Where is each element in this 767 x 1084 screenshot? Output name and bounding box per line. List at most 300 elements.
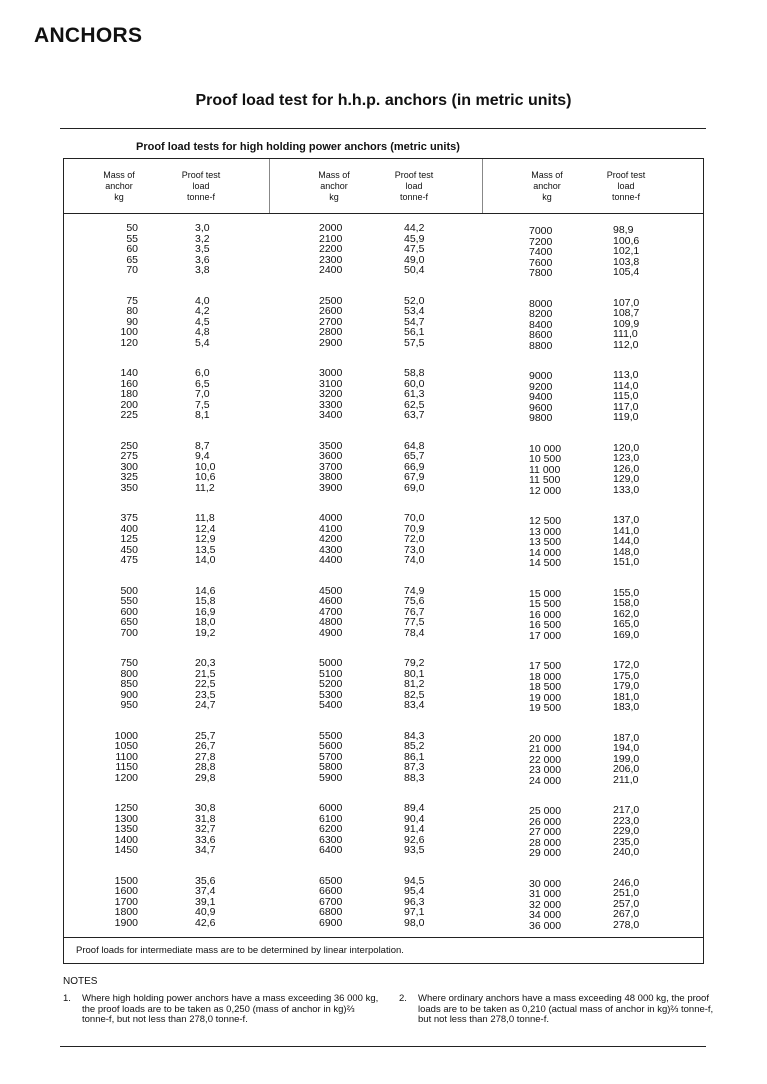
mass-cell: 80 — [126, 305, 138, 317]
load-cell: 80,1 — [404, 667, 425, 680]
mass-cell: 3500 — [319, 439, 343, 452]
table-title: Proof load tests for high holding power anchors (metric units) — [136, 141, 460, 153]
mass-cell: 4000 — [319, 512, 343, 524]
table-row — [64, 844, 703, 859]
load-cell: 35,6 — [195, 874, 216, 887]
table-row — [64, 616, 703, 631]
load-cell: 9,4 — [195, 450, 210, 462]
load-cell: 114,0 — [613, 379, 639, 392]
mass-cell: 21 000 — [529, 743, 562, 755]
page-heading: ANCHORS — [34, 24, 143, 47]
column-header — [161, 170, 241, 203]
column-header-line: tonne-f — [399, 192, 429, 202]
mass-cell: 350 — [120, 481, 138, 494]
load-cell: 77,5 — [404, 616, 425, 628]
load-cell: 93,5 — [404, 844, 425, 856]
load-cell: 223,0 — [613, 814, 640, 827]
table-row — [64, 243, 703, 258]
mass-cell: 18 000 — [529, 670, 562, 683]
load-cell: 74,0 — [404, 554, 425, 566]
mass-cell: 7200 — [529, 235, 553, 248]
mass-cell: 1200 — [114, 771, 138, 784]
load-cell: 158,0 — [613, 597, 640, 609]
table-row — [64, 232, 703, 248]
load-cell: 58,8 — [404, 367, 425, 379]
mass-cell: 5100 — [319, 667, 343, 680]
load-cell: 64,8 — [404, 439, 425, 452]
table-row — [64, 543, 703, 559]
table-row — [64, 729, 703, 745]
load-cell: 206,0 — [613, 763, 640, 775]
table-row — [64, 740, 703, 755]
load-cell: 112,0 — [613, 338, 639, 351]
table-row — [64, 336, 703, 352]
load-cell: 4,2 — [195, 305, 210, 317]
table-row — [64, 657, 703, 672]
mass-cell: 36 000 — [529, 919, 562, 932]
load-cell: 7,5 — [195, 398, 210, 411]
load-cell: 39,1 — [195, 895, 216, 908]
mass-cell: 1600 — [114, 885, 138, 897]
load-cell: 27,8 — [195, 750, 216, 763]
load-cell: 98,0 — [404, 916, 425, 929]
load-cell: 53,4 — [404, 305, 425, 317]
table-row — [64, 439, 703, 455]
load-cell: 217,0 — [613, 804, 640, 816]
mass-cell: 6400 — [319, 844, 343, 856]
load-cell: 3,0 — [195, 222, 210, 234]
column-header-line: Mass of — [103, 170, 135, 180]
load-cell: 72,0 — [404, 533, 425, 545]
mass-cell: 12 500 — [529, 515, 562, 527]
mass-cell: 27 000 — [529, 826, 562, 838]
mass-cell: 450 — [120, 543, 138, 556]
load-cell: 21,5 — [195, 667, 216, 680]
load-cell: 91,4 — [404, 823, 425, 835]
mass-cell: 14 000 — [529, 546, 562, 559]
mass-cell: 180 — [120, 388, 138, 400]
mass-cell: 375 — [120, 512, 138, 524]
column-header-line: anchor — [320, 181, 348, 191]
table-row — [64, 688, 703, 704]
mass-cell: 5900 — [319, 771, 343, 784]
mass-cell: 5800 — [319, 761, 343, 773]
mass-cell: 11 500 — [529, 474, 561, 486]
mass-cell: 7400 — [529, 246, 553, 258]
mass-cell: 9600 — [529, 401, 553, 414]
table-row — [64, 554, 703, 569]
load-cell: 81,2 — [404, 678, 425, 690]
mass-cell: 14 500 — [529, 557, 562, 569]
load-cell: 62,5 — [404, 398, 425, 411]
mass-cell: 400 — [120, 522, 138, 535]
mass-cell: 2600 — [319, 305, 343, 317]
mass-cell: 4500 — [319, 584, 343, 597]
load-cell: 34,7 — [195, 844, 216, 856]
load-cell: 3,2 — [195, 232, 210, 245]
load-cell: 8,7 — [195, 439, 210, 452]
load-cell: 3,6 — [195, 253, 210, 266]
mass-cell: 225 — [120, 409, 138, 421]
mass-cell: 4600 — [319, 595, 343, 607]
load-cell: 54,7 — [404, 315, 425, 328]
load-cell: 83,4 — [404, 699, 425, 711]
load-cell: 45,9 — [404, 232, 425, 245]
load-cell: 73,0 — [404, 543, 425, 556]
table-row — [64, 812, 703, 828]
table-row — [64, 750, 703, 766]
mass-cell: 17 000 — [529, 629, 562, 642]
mass-cell: 100 — [120, 326, 138, 338]
mass-cell: 4700 — [319, 605, 343, 618]
table-row — [64, 367, 703, 382]
load-cell: 235,0 — [613, 835, 640, 848]
note-text: Where high holding power anchors have a mass exceeding 36 000 kg, the proof loads are to be taken as 0,250 (mass of anchor in kg)⅔ tonne-f, but not less than 278,0 tonne-f. — [82, 993, 379, 1025]
mass-cell: 8200 — [529, 308, 553, 320]
table-row — [64, 326, 703, 341]
load-cell: 84,3 — [404, 729, 425, 742]
load-cell: 57,5 — [404, 336, 425, 349]
load-cell: 4,0 — [195, 294, 210, 307]
table-row — [64, 667, 703, 683]
column-header-line: anchor — [533, 181, 561, 191]
mass-cell: 10 500 — [529, 453, 562, 465]
mass-cell: 800 — [120, 667, 138, 680]
mass-cell: 65 — [126, 253, 138, 266]
load-cell: 251,0 — [613, 887, 640, 899]
mass-cell: 2200 — [319, 243, 343, 255]
load-cell: 95,4 — [404, 885, 425, 897]
table-row — [64, 595, 703, 610]
mass-cell: 3600 — [319, 450, 343, 462]
mass-cell: 850 — [120, 678, 138, 690]
table-row — [64, 522, 703, 538]
mass-cell: 5400 — [319, 699, 343, 711]
mass-cell: 6200 — [319, 823, 343, 835]
load-cell: 12,9 — [195, 533, 216, 545]
mass-cell: 13 000 — [529, 525, 562, 538]
load-cell: 137,0 — [613, 514, 640, 526]
header-separator — [482, 159, 483, 213]
load-cell: 24,7 — [195, 699, 216, 711]
load-cell: 6,5 — [195, 377, 210, 390]
mass-cell: 10 000 — [529, 442, 562, 455]
column-header — [507, 170, 587, 203]
mass-cell: 60 — [126, 243, 138, 255]
load-cell: 179,0 — [613, 680, 640, 692]
mass-cell: 1700 — [114, 895, 138, 908]
bottom-rule — [60, 1046, 706, 1047]
load-cell: 98,9 — [613, 224, 634, 236]
load-cell: 18,0 — [195, 616, 216, 628]
load-cell: 7,0 — [195, 388, 210, 400]
mass-cell: 50 — [126, 222, 138, 234]
load-cell: 100,6 — [613, 234, 640, 247]
table-row — [64, 253, 703, 269]
mass-cell: 4800 — [319, 616, 343, 628]
load-cell: 74,9 — [404, 584, 425, 597]
mass-cell: 3200 — [319, 388, 343, 400]
mass-cell: 3300 — [319, 398, 343, 411]
load-cell: 70,0 — [404, 512, 425, 524]
load-cell: 175,0 — [613, 669, 640, 682]
mass-cell: 2100 — [319, 232, 343, 245]
load-cell: 162,0 — [613, 607, 640, 620]
load-cell: 117,0 — [613, 400, 639, 413]
load-cell: 37,4 — [195, 885, 216, 897]
table-row — [64, 533, 703, 548]
table-footnote: Proof loads for intermediate mass are to be determined by linear interpolation. — [76, 945, 404, 956]
mass-cell: 32 000 — [529, 898, 562, 911]
load-cell: 85,2 — [404, 740, 425, 752]
mass-cell: 550 — [120, 595, 138, 607]
mass-cell: 4400 — [319, 554, 343, 566]
mass-cell: 8600 — [529, 329, 553, 341]
mass-cell: 1450 — [114, 844, 138, 856]
note-text: Where ordinary anchors have a mass exceeding 48 000 kg, the proof loads are to be taken as 0,210 (actual mass of anchor in kg)⅔ tonne-f, but not less than 278,0 tonne-f. — [418, 993, 714, 1025]
mass-cell: 22 000 — [529, 753, 562, 766]
load-cell: 13,5 — [195, 543, 216, 556]
mass-cell: 1300 — [114, 812, 138, 825]
mass-cell: 2900 — [319, 336, 343, 349]
load-cell: 65,7 — [404, 450, 425, 462]
mass-cell: 3100 — [319, 377, 343, 390]
mass-cell: 6800 — [319, 906, 343, 918]
load-cell: 108,7 — [613, 307, 640, 319]
load-cell: 87,3 — [404, 761, 425, 773]
table-row — [64, 460, 703, 476]
table-row — [64, 264, 703, 279]
mass-cell: 125 — [120, 533, 138, 545]
load-cell: 148,0 — [613, 545, 640, 558]
load-cell: 123,0 — [613, 452, 640, 464]
load-cell: 113,0 — [613, 369, 639, 381]
table-row — [64, 699, 703, 714]
mass-cell: 1150 — [115, 761, 138, 773]
mass-cell: 3900 — [319, 481, 343, 494]
mass-cell: 6000 — [319, 802, 343, 814]
load-cell: 22,5 — [195, 678, 216, 690]
load-cell: 23,5 — [195, 688, 216, 701]
load-cell: 240,0 — [613, 846, 640, 858]
mass-cell: 1250 — [114, 802, 138, 814]
load-cell: 67,9 — [404, 471, 425, 483]
column-header-line: kg — [542, 192, 552, 202]
load-cell: 29,8 — [195, 771, 216, 784]
table-row — [64, 771, 703, 787]
load-cell: 3,5 — [195, 243, 210, 255]
mass-cell: 120 — [120, 336, 138, 349]
load-cell: 60,0 — [404, 377, 425, 390]
load-cell: 16,9 — [195, 605, 216, 618]
load-cell: 30,8 — [195, 802, 216, 814]
mass-cell: 4100 — [319, 522, 343, 535]
load-cell: 105,4 — [613, 266, 640, 278]
table-row — [64, 874, 703, 890]
column-header-line: tonne-f — [611, 192, 641, 202]
table-row — [64, 605, 703, 621]
column-header — [79, 170, 159, 203]
load-cell: 66,9 — [404, 460, 425, 473]
load-cell: 40,9 — [195, 906, 216, 918]
load-cell: 56,1 — [404, 326, 425, 338]
mass-cell: 650 — [120, 616, 138, 628]
mass-cell: 600 — [120, 605, 138, 618]
mass-cell: 9800 — [529, 412, 553, 424]
load-cell: 115,0 — [613, 390, 639, 402]
load-cell: 92,6 — [404, 833, 425, 846]
column-header — [374, 170, 454, 203]
mass-cell: 9200 — [529, 380, 553, 393]
load-cell: 47,5 — [404, 243, 425, 255]
mass-cell: 12 000 — [529, 484, 562, 497]
mass-cell: 3700 — [319, 460, 343, 473]
table-row — [64, 802, 703, 817]
mass-cell: 1100 — [115, 750, 138, 763]
load-cell: 79,2 — [404, 657, 425, 669]
mass-cell: 6600 — [319, 885, 343, 897]
mass-cell: 6700 — [319, 895, 343, 908]
load-cell: 20,3 — [195, 657, 216, 669]
load-cell: 19,2 — [195, 626, 216, 639]
mass-cell: 31 000 — [529, 888, 562, 900]
mass-cell: 200 — [120, 398, 138, 411]
mass-cell: 90 — [126, 315, 138, 328]
header-separator — [269, 159, 270, 213]
column-header-line: load — [617, 181, 635, 191]
mass-cell: 9000 — [529, 370, 553, 382]
mass-cell: 16 500 — [529, 619, 562, 631]
load-cell: 11,8 — [195, 512, 215, 524]
mass-cell: 23 000 — [529, 764, 562, 776]
mass-cell: 7000 — [529, 225, 553, 237]
load-cell: 119,0 — [613, 411, 639, 423]
mass-cell: 2800 — [319, 326, 343, 338]
mass-cell: 1900 — [114, 916, 138, 929]
mass-cell: 3800 — [319, 471, 343, 483]
table-row — [64, 833, 703, 849]
table-row — [64, 823, 703, 838]
mass-cell: 11 000 — [529, 463, 561, 476]
column-header-line: Proof test — [606, 170, 646, 180]
load-cell: 107,0 — [613, 296, 640, 309]
load-cell: 25,7 — [195, 729, 216, 742]
mass-cell: 1000 — [114, 729, 138, 742]
note-number: 2. — [399, 993, 407, 1004]
mass-cell: 4200 — [319, 533, 343, 545]
load-cell: 11,2 — [195, 481, 215, 494]
mass-cell: 500 — [120, 584, 138, 597]
table-row — [64, 885, 703, 900]
load-cell: 246,0 — [613, 876, 640, 889]
mass-cell: 2700 — [319, 315, 343, 328]
mass-cell: 26 000 — [529, 815, 562, 828]
column-header-line: Proof test — [394, 170, 434, 180]
mass-cell: 2000 — [319, 222, 343, 234]
load-cell: 103,8 — [613, 255, 640, 268]
load-cell: 42,6 — [195, 916, 216, 929]
mass-cell: 30 000 — [529, 877, 562, 890]
top-rule — [60, 128, 706, 129]
load-cell: 76,7 — [404, 605, 425, 618]
proof-load-table — [63, 158, 704, 964]
mass-cell: 15 000 — [529, 587, 562, 600]
column-header — [586, 170, 666, 203]
table-row — [64, 315, 703, 331]
header-divider — [64, 213, 703, 214]
load-cell: 70,9 — [404, 522, 425, 535]
load-cell: 33,6 — [195, 833, 216, 846]
table-row — [64, 761, 703, 776]
mass-cell: 140 — [120, 367, 138, 379]
load-cell: 141,0 — [613, 524, 640, 537]
table-row — [64, 678, 703, 693]
load-cell: 82,5 — [404, 688, 425, 701]
load-cell: 111,0 — [613, 328, 638, 340]
mass-cell: 9400 — [529, 391, 553, 403]
load-cell: 14,0 — [195, 554, 216, 566]
mass-cell: 300 — [120, 460, 138, 473]
mass-cell: 3400 — [319, 409, 343, 421]
load-cell: 3,8 — [195, 264, 210, 276]
table-row — [64, 377, 703, 393]
table-row — [64, 471, 703, 486]
load-cell: 257,0 — [613, 897, 640, 910]
table-row — [64, 512, 703, 527]
table-row — [64, 305, 703, 320]
load-cell: 194,0 — [613, 742, 640, 754]
mass-cell: 29 000 — [529, 847, 562, 859]
mass-cell: 275 — [120, 450, 138, 462]
load-cell: 88,3 — [404, 771, 425, 784]
load-cell: 144,0 — [613, 535, 640, 547]
mass-cell: 2500 — [319, 294, 343, 307]
column-header-line: anchor — [105, 181, 133, 191]
load-cell: 181,0 — [613, 690, 640, 703]
table-row — [64, 388, 703, 403]
mass-cell: 34 000 — [529, 909, 562, 921]
mass-cell: 5000 — [319, 657, 343, 669]
load-cell: 44,2 — [404, 222, 425, 234]
note-number: 1. — [63, 993, 71, 1004]
column-header-line: kg — [329, 192, 339, 202]
column-header-line: Proof test — [181, 170, 221, 180]
notes-label: NOTES — [63, 976, 98, 987]
load-cell: 89,4 — [404, 802, 425, 814]
mass-cell: 6100 — [319, 812, 343, 825]
column-header-line: load — [405, 181, 423, 191]
load-cell: 6,0 — [195, 367, 210, 379]
mass-cell: 7600 — [529, 256, 553, 269]
mass-cell: 2300 — [319, 253, 343, 266]
table-row — [64, 906, 703, 921]
mass-cell: 160 — [120, 377, 138, 390]
mass-cell: 17 500 — [529, 660, 562, 672]
mass-cell: 950 — [120, 699, 138, 711]
load-cell: 32,7 — [195, 823, 216, 835]
load-cell: 90,4 — [404, 812, 425, 825]
mass-cell: 8800 — [529, 339, 553, 352]
load-cell: 278,0 — [613, 918, 640, 931]
mass-cell: 25 000 — [529, 805, 562, 817]
mass-cell: 55 — [126, 232, 138, 245]
mass-cell: 5500 — [319, 729, 343, 742]
table-row — [64, 626, 703, 642]
mass-cell: 5300 — [319, 688, 343, 701]
load-cell: 229,0 — [613, 825, 640, 837]
mass-cell: 5200 — [319, 678, 343, 690]
mass-cell: 28 000 — [529, 836, 562, 849]
